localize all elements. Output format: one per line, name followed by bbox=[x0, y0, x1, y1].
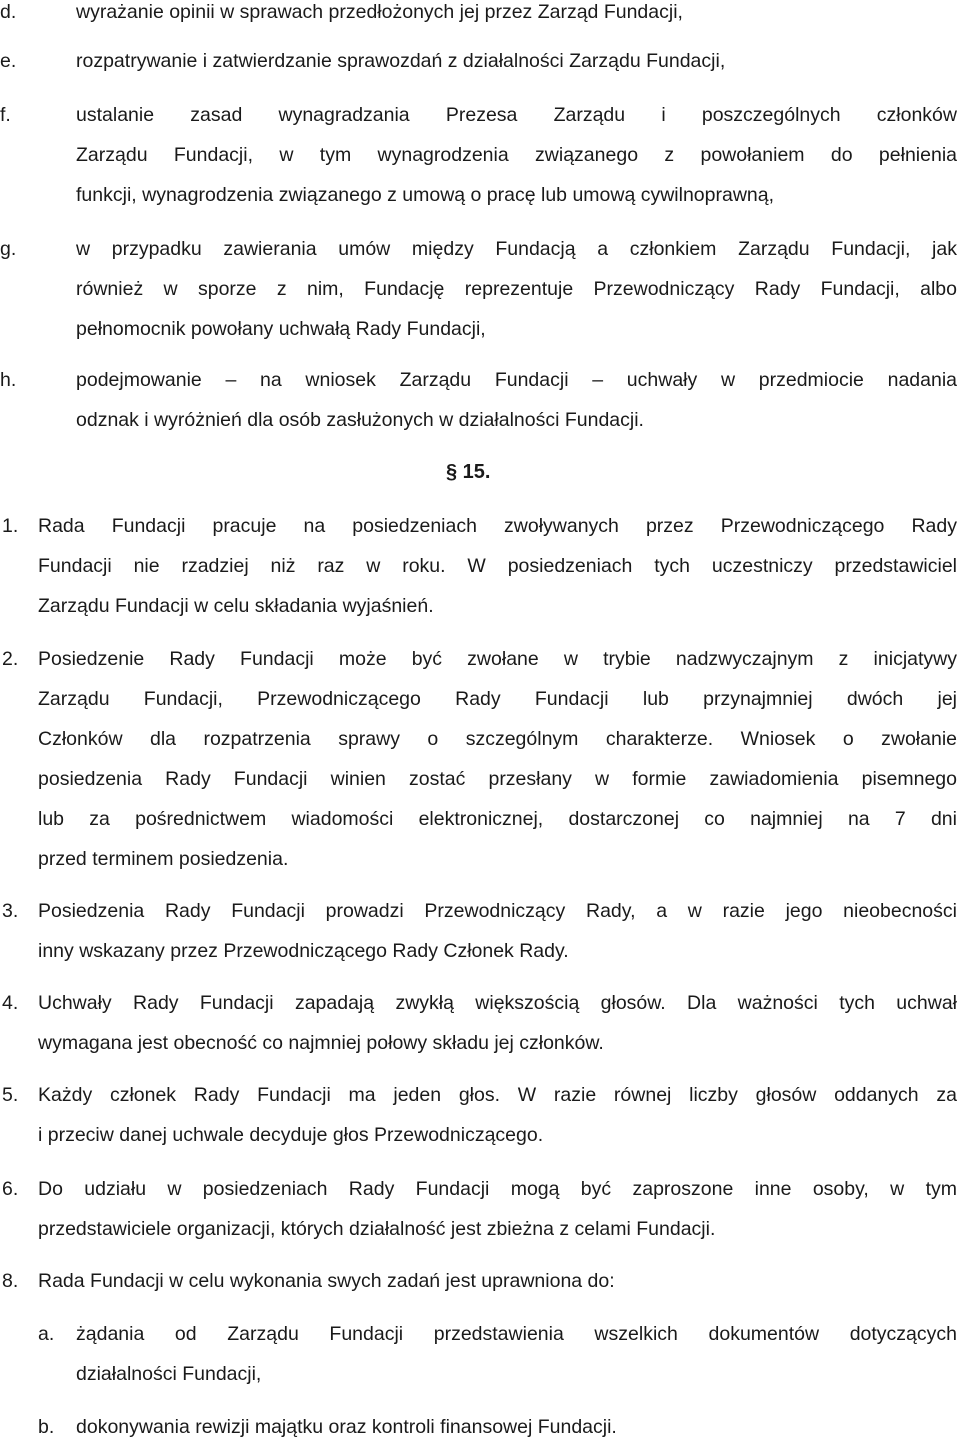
list-item-text bbox=[38, 1169, 957, 1249]
list-marker: 3. bbox=[2, 900, 19, 922]
text-line: żądania od Zarządu Fundacji przedstawienia wszelkich dokumentów dotyczących bbox=[76, 1323, 957, 1345]
numbered-item-2 bbox=[0, 639, 957, 879]
text-line: Rada Fundacji pracuje na posiedzeniach zwoływanych przez Przewodniczącego Rady bbox=[38, 515, 957, 537]
text-line: posiedzenia Rady Fundacji winien zostać przesłany w formie zawiadomienia pisemnego bbox=[38, 768, 957, 790]
sub-item-b bbox=[38, 1407, 957, 1447]
text-line: funkcji, wynagrodzenia związanego z umową o pracę lub umową cywilnoprawną, bbox=[76, 184, 775, 206]
text-line: Członków dla rozpatrzenia sprawy o szczególnym charakterze. Wniosek o zwołanie bbox=[38, 728, 957, 750]
list-item-text bbox=[38, 1261, 957, 1301]
text-line: i przeciw danej uchwale decyduje głos Przewodniczącego. bbox=[38, 1124, 544, 1146]
list-marker: e. bbox=[0, 50, 17, 72]
section-heading: § 15. bbox=[446, 461, 491, 483]
list-item-text bbox=[76, 0, 957, 32]
list-marker: 6. bbox=[2, 1178, 19, 1200]
text-line: rozpatrywanie i zatwierdzanie sprawozdań z działalności Zarządu Fundacji, bbox=[76, 50, 726, 72]
list-marker: a. bbox=[38, 1323, 55, 1345]
text-line: Zarządu Fundacji, Przewodniczącego Rady Fundacji lub przynajmniej dwóch jej bbox=[38, 688, 957, 710]
list-marker: g. bbox=[0, 238, 17, 260]
numbered-item-1 bbox=[0, 506, 957, 626]
text-line: pełnomocnik powołany uchwałą Rady Fundacji, bbox=[76, 318, 486, 340]
list-marker: 4. bbox=[2, 992, 19, 1014]
list-item-text bbox=[76, 41, 957, 81]
text-line: wymagana jest obecność co najmniej połowy składu jej członków. bbox=[38, 1032, 604, 1054]
text-line: Zarządu Fundacji, w tym wynagrodzenia związanego z powołaniem do pełnienia bbox=[76, 144, 957, 166]
list-item-text bbox=[38, 639, 957, 879]
text-line: Każdy członek Rady Fundacji ma jeden głos. W razie równej liczby głosów oddanych za bbox=[38, 1084, 957, 1106]
text-line: przedstawiciele organizacji, których działalność jest zbieżna z celami Fundacji. bbox=[38, 1218, 716, 1240]
text-line: odznak i wyróżnień dla osób zasłużonych w działalności Fundacji. bbox=[76, 409, 644, 431]
list-item-text bbox=[76, 1407, 957, 1447]
numbered-item-5 bbox=[0, 1075, 957, 1155]
text-line: Posiedzenie Rady Fundacji może być zwołane w trybie nadzwyczajnym z inicjatywy bbox=[38, 648, 957, 670]
list-marker: h. bbox=[0, 369, 17, 391]
list-item-text bbox=[76, 1314, 957, 1394]
list-item-text bbox=[76, 360, 957, 440]
list-item-d bbox=[0, 0, 957, 32]
text-line: Rada Fundacji w celu wykonania swych zadań jest uprawniona do: bbox=[38, 1270, 615, 1292]
text-line: dokonywania rewizji majątku oraz kontroli finansowej Fundacji. bbox=[76, 1416, 617, 1438]
text-line: Fundacji nie rzadziej niż raz w roku. W posiedzeniach tych uczestniczy przedstawiciel bbox=[38, 555, 957, 577]
list-item-text bbox=[38, 506, 957, 626]
list-item-text bbox=[76, 95, 957, 215]
text-line: przed terminem posiedzenia. bbox=[38, 848, 289, 870]
text-line: ustalanie zasad wynagradzania Prezesa Zarządu i poszczególnych członków bbox=[76, 104, 957, 126]
text-line: Do udziału w posiedzeniach Rady Fundacji mogą być zaproszone inne osoby, w tym bbox=[38, 1178, 957, 1200]
numbered-item-4 bbox=[0, 983, 957, 1063]
list-item-text bbox=[38, 1075, 957, 1155]
list-item-f bbox=[0, 95, 957, 215]
list-item-e bbox=[0, 41, 957, 81]
text-line: wyrażanie opinii w sprawach przedłożonych jej przez Zarząd Fundacji, bbox=[76, 1, 683, 23]
text-line: Uchwały Rady Fundacji zapadają zwykłą większością głosów. Dla ważności tych uchwał bbox=[38, 992, 957, 1014]
text-line: Posiedzenia Rady Fundacji prowadzi Przewodniczący Rady, a w razie jego nieobecności bbox=[38, 900, 957, 922]
list-marker: d. bbox=[0, 1, 17, 23]
text-line: Zarządu Fundacji w celu składania wyjaśnień. bbox=[38, 595, 434, 617]
list-item-text bbox=[38, 891, 957, 971]
text-line: w przypadku zawierania umów między Fundacją a członkiem Zarządu Fundacji, jak bbox=[76, 238, 957, 260]
numbered-item-8 bbox=[0, 1261, 957, 1301]
list-item-text bbox=[76, 229, 957, 349]
list-item-h bbox=[0, 360, 957, 440]
text-line: lub za pośrednictwem wiadomości elektronicznej, dostarczonej co najmniej na 7 dni bbox=[38, 808, 957, 830]
list-marker: f. bbox=[0, 104, 11, 126]
text-line: inny wskazany przez Przewodniczącego Rady Członek Rady. bbox=[38, 940, 569, 962]
text-line: podejmowanie – na wniosek Zarządu Fundacji – uchwały w przedmiocie nadania bbox=[76, 369, 957, 391]
numbered-item-3 bbox=[0, 891, 957, 971]
list-item-text bbox=[38, 983, 957, 1063]
list-marker: 2. bbox=[2, 648, 19, 670]
list-marker: 5. bbox=[2, 1084, 19, 1106]
sub-item-a bbox=[38, 1314, 957, 1394]
text-line: również w sporze z nim, Fundację reprezentuje Przewodniczący Rady Fundacji, albo bbox=[76, 278, 957, 300]
list-marker: 1. bbox=[2, 515, 19, 537]
text-line: działalności Fundacji, bbox=[76, 1363, 262, 1385]
list-marker: b. bbox=[38, 1416, 55, 1438]
list-marker: 8. bbox=[2, 1270, 19, 1292]
numbered-item-6 bbox=[0, 1169, 957, 1249]
list-item-g bbox=[0, 229, 957, 349]
